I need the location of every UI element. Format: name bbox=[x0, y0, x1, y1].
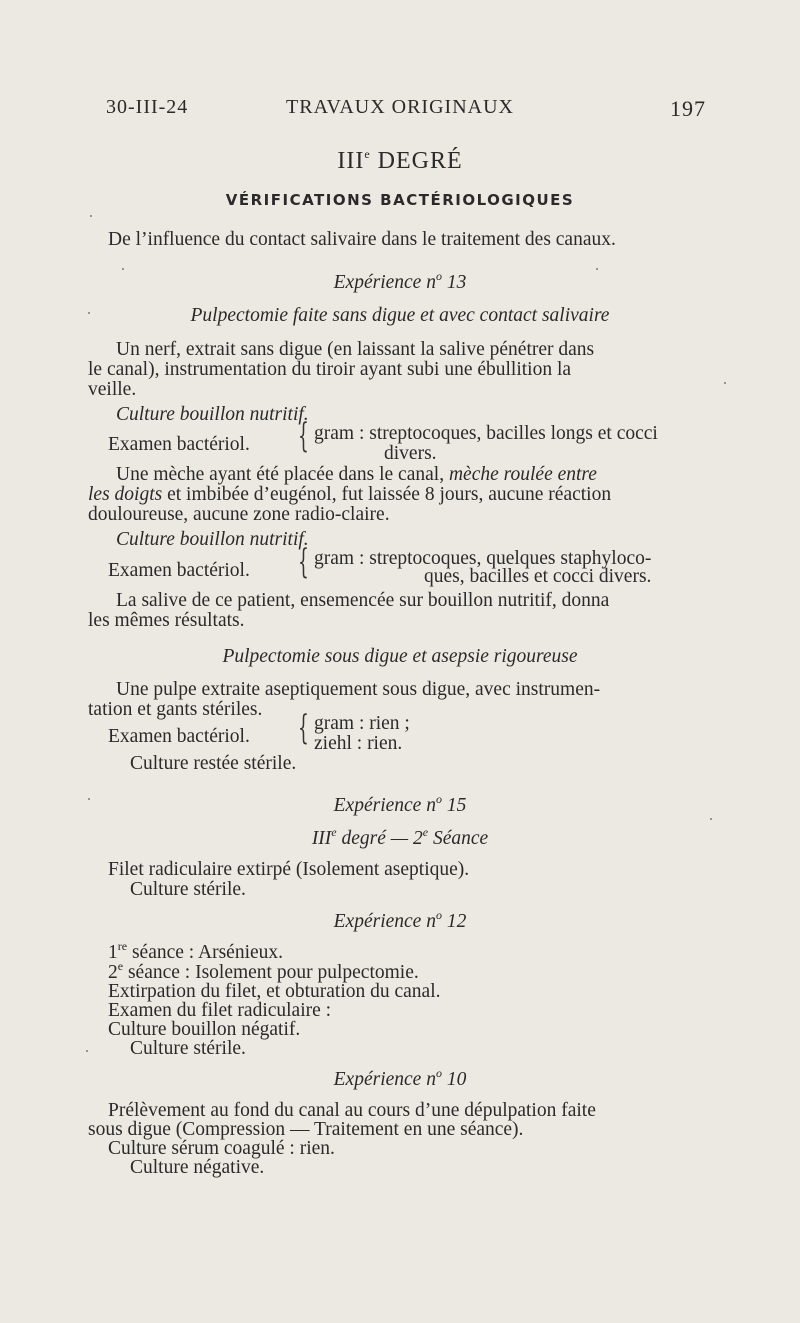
exp15-line: Filet radiculaire extirpé (Isolement aseptique). bbox=[108, 859, 470, 880]
exam-result-line: gram : rien ; bbox=[314, 713, 410, 734]
paper-speck bbox=[88, 312, 90, 314]
exam-label: Examen bactériol. bbox=[108, 434, 250, 455]
exam-result-line: gram : streptocoques, bacilles longs et cocci bbox=[314, 423, 658, 444]
paper-speck bbox=[90, 215, 92, 217]
exam-result-line: divers. bbox=[384, 443, 437, 464]
exp15-subtitle: IIIe degré — 2e Séance bbox=[311, 824, 489, 849]
exp12-line: 2e séance : Isolement pour pulpectomie. bbox=[108, 958, 419, 983]
exp13-subtitle: Pulpectomie faite sans digue et avec contact salivaire bbox=[190, 305, 610, 326]
exam-label: Examen bactériol. bbox=[108, 726, 250, 747]
exp13-paragraph-line: tation et gants stériles. bbox=[88, 699, 263, 720]
exp10-title: Expérience $n^o$ 10 bbox=[333, 1065, 467, 1090]
paper-speck bbox=[710, 818, 712, 820]
exp13-title: Expérience $n^o$ 13 bbox=[333, 268, 467, 293]
header-journal-title: TRAVAUX ORIGINAUX bbox=[286, 96, 514, 118]
degree-heading: IIIe DEGRÉ bbox=[337, 147, 463, 174]
paper-speck bbox=[596, 268, 598, 270]
exp12-title: Expérience $n^o$ 12 bbox=[333, 907, 467, 932]
exp12-line: Culture stérile. bbox=[130, 1038, 246, 1059]
exp13-paragraph-line: le canal), instrumentation du tiroir ayant subi une ébullition la bbox=[88, 359, 572, 380]
exp12-line: Extirpation du filet, et obturation du canal. bbox=[108, 981, 441, 1002]
paper-speck bbox=[122, 268, 124, 270]
exp13-paragraph-line: Une pulpe extraite aseptiquement sous digue, avec instrumen- bbox=[116, 679, 601, 700]
exp13-paragraph-line: Un nerf, extrait sans digue (en laissant la salive pénétrer dans bbox=[116, 339, 595, 360]
exam-label: Examen bactériol. bbox=[108, 560, 250, 581]
paper-speck bbox=[724, 382, 726, 384]
exp13-paragraph-line: La salive de ce patient, ensemencée sur bouillon nutritif, donna bbox=[116, 590, 610, 611]
exp10-line: Culture sérum coagulé : rien. bbox=[108, 1138, 335, 1159]
exp13-paragraph-line: veille. bbox=[88, 379, 137, 400]
intro-line: De l’influence du contact salivaire dans le traitement des canaux. bbox=[108, 229, 616, 250]
exam-result-line: ques, bacilles et cocci divers. bbox=[424, 566, 652, 587]
brace: { bbox=[298, 542, 309, 582]
exam-result-line: gram : streptocoques, quelques staphyloco- bbox=[314, 548, 652, 569]
exp13-paragraph-line: douloureuse, aucune zone radio-claire. bbox=[88, 504, 390, 525]
culture-line: Culture bouillon nutritif. bbox=[116, 404, 309, 425]
exp13-subtitle-2: Pulpectomie sous digue et asepsie rigoureuse bbox=[222, 646, 578, 667]
exp10-line: Prélèvement au fond du canal au cours d’une dépulpation faite bbox=[108, 1100, 596, 1121]
exp15-title: Expérience $n^o$ 15 bbox=[333, 791, 467, 816]
paper-speck bbox=[88, 798, 90, 800]
exp12-line: Culture bouillon négatif. bbox=[108, 1019, 301, 1040]
exp10-line: sous digue (Compression — Traitement en une séance). bbox=[88, 1119, 524, 1140]
exp13-paragraph-line: Une mèche ayant été placée dans le canal, mèche roulée entre bbox=[116, 464, 597, 485]
paper-speck bbox=[86, 1050, 88, 1052]
page-number: 197 bbox=[670, 96, 706, 121]
exp10-line: Culture négative. bbox=[130, 1157, 265, 1178]
brace: { bbox=[298, 708, 309, 748]
culture-line: Culture bouillon nutritif. bbox=[116, 529, 309, 550]
exam-result-line: ziehl : rien. bbox=[314, 733, 403, 754]
culture-line: Culture restée stérile. bbox=[130, 753, 297, 774]
exp12-line: 1re séance : Arsénieux. bbox=[108, 938, 284, 963]
exp12-line: Examen du filet radiculaire : bbox=[108, 1000, 332, 1021]
header-date: 30-III-24 bbox=[106, 96, 189, 118]
exp13-paragraph-line: les doigts et imbibée d’eugénol, fut laissée 8 jours, aucune réaction bbox=[88, 484, 612, 505]
section-title: VÉRIFICATIONS BACTÉRIOLOGIQUES bbox=[225, 191, 575, 209]
exp15-line: Culture stérile. bbox=[130, 879, 246, 900]
exp13-paragraph-line: les mêmes résultats. bbox=[88, 610, 245, 631]
brace: { bbox=[298, 416, 309, 456]
